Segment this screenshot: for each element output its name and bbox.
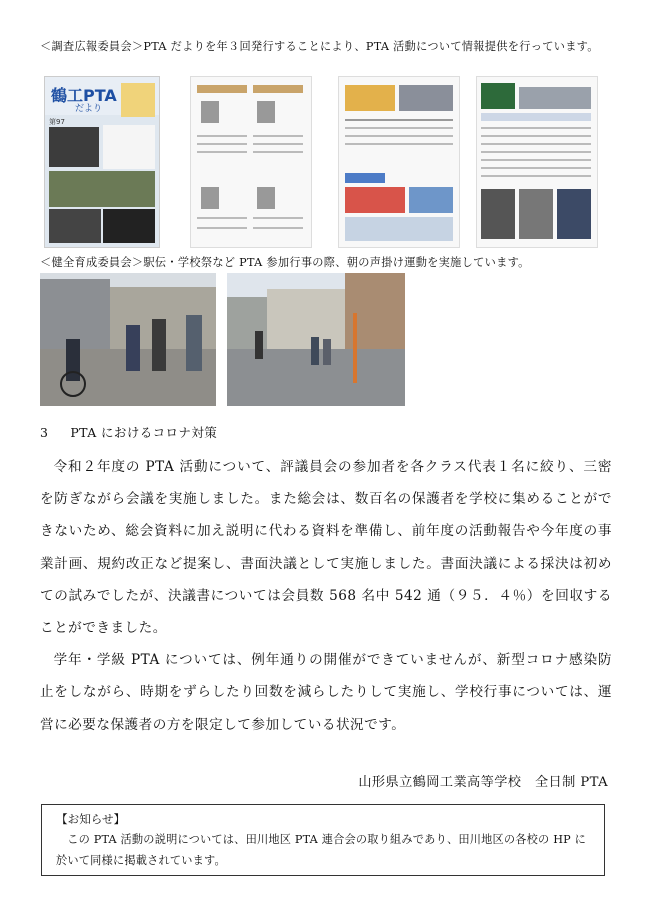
newsletter-page-2-image	[190, 76, 312, 248]
cover-subtitle: だより	[75, 104, 103, 114]
newsletter-cover-image	[44, 76, 160, 248]
newsletter-page-3-image	[338, 76, 460, 248]
school-signature: 山形県立鶴岡工業高等学校 全日制 PTA	[358, 775, 608, 790]
cover-issue: 第97	[49, 118, 65, 126]
section-title: PTA におけるコロナ対策	[70, 425, 218, 440]
caption-pr-committee: ＜調査広報委員会＞PTA だよりを年３回発行することにより、PTA 活動について情報提供を行っています。	[40, 40, 599, 53]
cover-title: 鶴工PTA	[51, 86, 117, 105]
greeting-activity-photo-2	[227, 273, 405, 406]
section-heading	[40, 423, 217, 441]
body-text	[40, 451, 612, 741]
notice-body: この PTA 活動の説明については、田川地区 PTA 連合会の取り組みであり、田川地区の各校の HP に於いて同様に掲載されています。	[56, 833, 587, 867]
section-number: 3	[40, 425, 49, 440]
caption-guidance-committee: ＜健全育成委員会＞駅伝・学校祭など PTA 参加行事の際、朝の声掛け運動を実施しています。	[40, 256, 530, 269]
notice-heading: 【お知らせ】	[56, 812, 126, 826]
paragraph-2: 学年・学級 PTA については、例年通りの開催ができていませんが、新型コロナ感染防止をしながら、時期をずらしたり回数を減らしたりして実施し、学校行事については、運営に必要な保護者の方を限定して参加している状況です。	[40, 652, 612, 733]
paragraph-1: 令和２年度の PTA 活動について、評議員会の参加者を各クラス代表１名に絞り、三密を防ぎながら会議を実施しました。また総会は、数百名の保護者を学校に集めることができないため、総会資料に加え説明に代わる資料を準備し、前年度の活動報告や今年度の事業計画、規約改正など提案し、書面決議として実施しました。書面決議による採決は初めての試みでしたが、決議書については会員数 568 名中 542 通（９５．４％）を回収することができました。	[40, 459, 612, 637]
notice-box	[41, 804, 605, 876]
newsletter-page-4-image	[476, 76, 598, 248]
greeting-activity-photo-1	[40, 273, 216, 406]
